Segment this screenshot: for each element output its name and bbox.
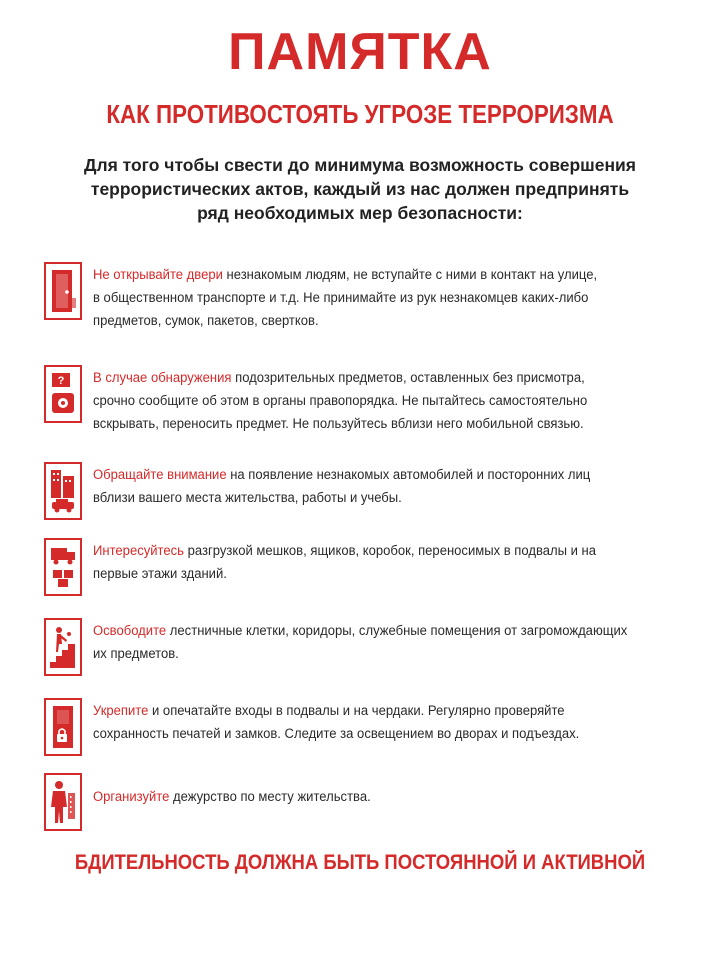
item-line: вблизи вашего места жительства, работы и учебы.	[93, 490, 402, 506]
item-highlight: Организуйте	[93, 789, 170, 805]
item-text-start: и опечатайте входы в подвалы и на чердаки. Регулярно проверяйте	[148, 703, 565, 719]
memo-item-text	[93, 700, 638, 746]
item-line: их предметов.	[93, 646, 179, 662]
stairs-icon	[44, 618, 82, 676]
item-line: срочно сообщите об этом в органы правопорядка. Не пытайтесь самостоятельно	[93, 393, 588, 409]
item-text-start: незнакомым людям, не вступайте с ними в контакт на улице,	[222, 267, 598, 283]
page-title: ПАМЯТКА	[228, 23, 492, 81]
intro-line: ряд необходимых мер безопасности:	[197, 203, 523, 223]
item-highlight: Обращайте внимание	[93, 467, 227, 483]
svg-text:?: ?	[57, 375, 65, 387]
memo-item-text	[93, 367, 638, 436]
footer-slogan: БДИТЕЛЬНОСТЬ ДОЛЖНА БЫТЬ ПОСТОЯННОЙ И АКТИВНОЙ	[74, 851, 646, 874]
item-text-start: подозрительных предметов, оставленных без присмотра,	[231, 370, 585, 386]
item-highlight: Укрепите	[93, 703, 149, 719]
item-line: предметов, сумок, пакетов, свертков.	[93, 313, 319, 329]
intro-line: Для того чтобы свести до минимума возможность совершения	[83, 155, 637, 175]
item-text-start: разгрузкой мешков, ящиков, коробок, переносимых в подвалы и на	[183, 543, 597, 559]
intro-paragraph	[60, 153, 660, 225]
car-building-icon	[44, 462, 82, 520]
intro-line: террористических актов, каждый из нас должен предпринять	[90, 179, 630, 199]
memo-item-text	[93, 264, 638, 333]
item-line: первые этажи зданий.	[93, 566, 227, 582]
memo-item-text	[93, 464, 638, 510]
item-text-start: на появление незнакомых автомобилей и посторонних лиц	[226, 467, 591, 483]
guard-icon	[44, 773, 82, 831]
item-highlight: Интересуйтесь	[93, 543, 184, 559]
item-text-start: лестничные клетки, коридоры, служебные помещения от загромождающих	[166, 623, 628, 639]
locked-door-icon	[44, 698, 82, 756]
truck-boxes-icon	[44, 538, 82, 596]
item-line: вскрывать, переносить предмет. Не пользуйтесь вблизи него мобильной связью.	[93, 416, 584, 432]
memo-item-text	[93, 786, 638, 809]
page-subtitle: КАК ПРОТИВОСТОЯТЬ УГРОЗЕ ТЕРРОРИЗМА	[106, 99, 614, 129]
memo-item-text	[93, 540, 638, 586]
item-line: сохранность печатей и замков. Следите за освещением во дворах и подъездах.	[93, 726, 580, 742]
item-line: в общественном транспорте и т.д. Не принимайте из рук незнакомцев каких-либо	[93, 290, 589, 306]
door-icon	[44, 262, 82, 320]
memo-item-text	[93, 620, 638, 666]
item-highlight: Освободите	[93, 623, 167, 639]
item-highlight: Не открывайте двери	[93, 267, 223, 283]
phone-icon	[44, 365, 82, 423]
item-text-start: дежурство по месту жительства.	[169, 789, 371, 805]
item-highlight: В случае обнаружения	[93, 370, 232, 386]
